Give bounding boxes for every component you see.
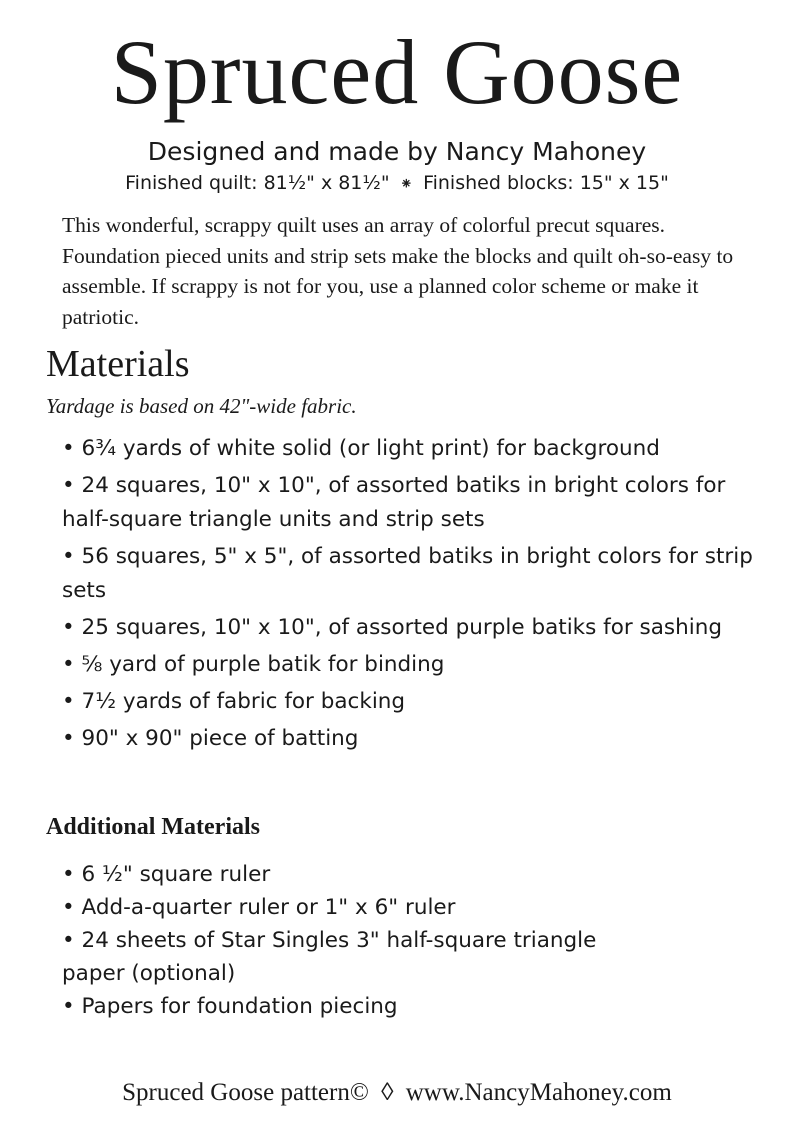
additional-materials-heading: Additional Materials bbox=[46, 814, 260, 840]
finished-block-size: Finished blocks: 15" x 15" bbox=[423, 172, 669, 194]
list-item: • Add-a-quarter ruler or 1" x 6" ruler bbox=[62, 895, 456, 920]
asterism-separator: ⁕ bbox=[399, 174, 414, 193]
list-item: • 7½ yards of fabric for backing bbox=[62, 689, 406, 714]
materials-list bbox=[62, 432, 762, 759]
intro-paragraph: This wonderful, scrappy quilt uses an array of colorful precut squares. Foundation pieced units and strip sets make the blocks and quilt oh-so-easy to assemble. If scrappy is not for you, use a planned color scheme or make it patriotic. bbox=[62, 213, 734, 329]
list-item: • Papers for foundation piecing bbox=[62, 994, 398, 1019]
footer-website-link[interactable]: www.NancyMahoney.com bbox=[405, 1079, 672, 1106]
list-item: • 24 sheets of Star Singles 3" half-square triangle paper (optional) bbox=[62, 928, 597, 986]
list-item: • 6¾ yards of white solid (or light print) for background bbox=[62, 436, 660, 461]
materials-heading: Materials bbox=[46, 343, 190, 385]
list-item: • 56 squares, 5" x 5", of assorted batiks in bright colors for strip sets bbox=[62, 544, 753, 603]
footer-pattern-credit: Spruced Goose pattern© bbox=[122, 1079, 369, 1106]
diamond-separator: ◊ bbox=[381, 1079, 394, 1106]
list-item: • 6 ½" square ruler bbox=[62, 862, 271, 887]
page-title: Spruced Goose bbox=[110, 21, 684, 123]
list-item: • 25 squares, 10" x 10", of assorted purple batiks for sashing bbox=[62, 615, 723, 640]
yardage-note: Yardage is based on 42"-wide fabric. bbox=[46, 394, 357, 418]
quilt-specs bbox=[0, 170, 794, 197]
list-item: • 24 squares, 10" x 10", of assorted batiks in bright colors for half-square triangle units and strip sets bbox=[62, 473, 726, 532]
designer-byline: Designed and made by Nancy Mahoney bbox=[147, 137, 647, 166]
additional-materials-list bbox=[62, 858, 622, 1023]
list-item: • 90" x 90" piece of batting bbox=[62, 726, 359, 751]
list-item: • ⅝ yard of purple batik for binding bbox=[62, 652, 445, 677]
finished-quilt-size: Finished quilt: 81½" x 81½" bbox=[125, 172, 390, 194]
footer bbox=[0, 1076, 794, 1110]
